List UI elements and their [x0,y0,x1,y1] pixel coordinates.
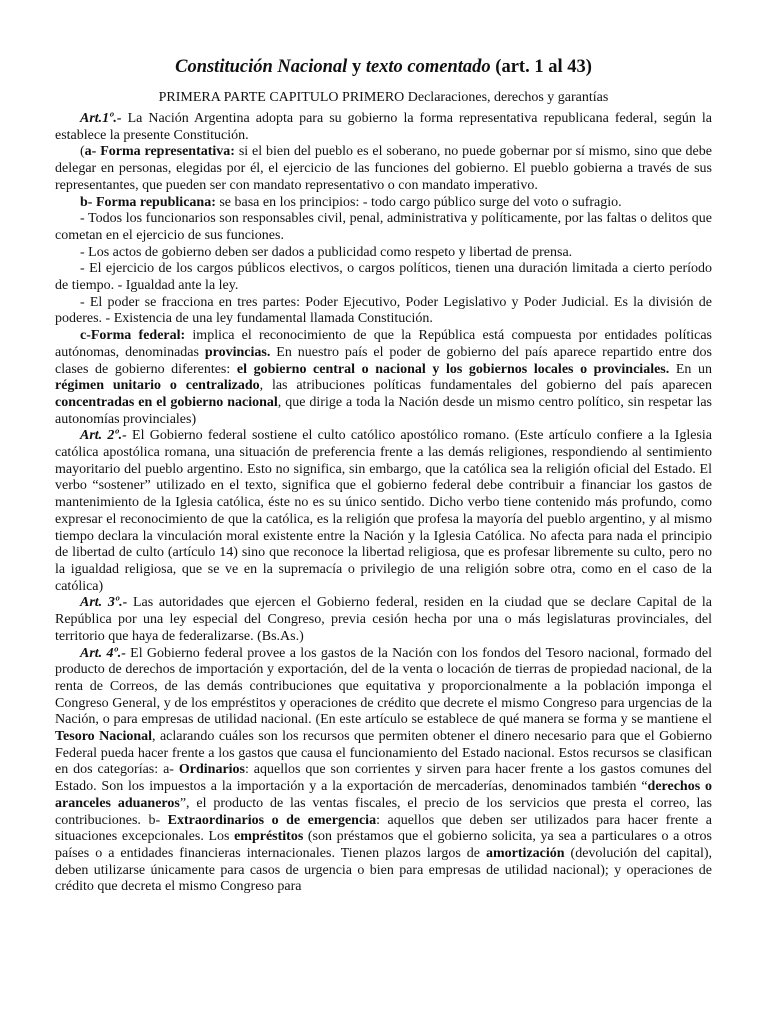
title-part-4: (art. 1 al 43) [490,57,592,77]
title-part-2: y [347,57,366,77]
article-4-label: Art. 4º.- [80,645,126,661]
federal-form-text-4: , las atribuciones políticas fundamentales del gobierno del país aparecen [259,378,712,394]
federal-form-text-5: , que dirige a toda la Nación desde un mismo centro político, sin respetar las autonomías provinciales) [55,394,712,427]
article-4-text-6: (son préstamos que el gobierno solicita, ya sea a particulares o a otros países o a entidades financieras internacionales. Tienen plazos largos de [55,829,712,861]
article-4-text-3: : aquellos que son corrientes y sirven para hacer frente a los gastos comunes del Estado. Son los impuestos a la importación y a la exportación de mercaderías, denominados también “ [55,762,712,795]
article-1-paragraph [55,111,712,144]
republican-principle-publicity: - Los actos de gobierno deben ser dados a publicidad como respeto y libertad de prensa. [80,244,573,260]
article-3-paragraph [55,595,712,645]
article-1-label: Art.1º.- [80,111,122,126]
article-4-text-2: , aclarando cuáles son los recursos que permiten obtener el dinero necesario para que el Gobierno Federal pueda hacer frente a los gastos que causa el funcionamiento del Estado nacional. Estos recursos se clasifican en dos categorías: a- [55,729,712,778]
article-4-text-1: El Gobierno federal provee a los gastos de la Nación con los fondos del Tesoro nacional, formado del producto de derechos de importación y exportación, del de la venta o locación de tierras de propiedad nacional, de la renta de Correos, de las demás contribuciones que equitativa y proporcionalmente a la población imponga el Congreso General, y de los empréstitos y operaciones de crédito que decrete el mismo Congreso para urgencias de la Nación, o para empresas de utilidad nacional. (En este artículo se establece de qué manera se forma y se mantiene el [55,645,712,728]
article-2-paragraph [55,428,712,595]
republican-form-label: b- Forma republicana: [80,194,216,210]
title-part-1: Constitución Nacional [175,57,348,77]
title-part-3: texto comentado [365,57,491,77]
article-2-text: El Gobierno federal sostiene el culto católico apostólico romano. (Este artículo confiere a la Iglesia católica apostólica romana, una situación de preferencia frente a las demás religiones, respondiendo al sentimiento mayoritario del pueblo argentino. Esto no significa, sin embargo, que la católica sea la religión oficial del Estado. El verbo “sostener” utilizado en el texto, significa que el gobierno federal debe contribuir a financiar los gastos de mantenimiento de la Iglesia católica, éste no es su único sentido. Dicho verbo tiene contenido más profundo, como expresar el reconocimiento de que la católica, es la religión que profesa la mayoría del pueblo argentino, y al mismo tiempo declara la vinculación moral existente entre la Nación y la Iglesia Católica. No afecta para nada el principio de libertad de culto (artículo 14) sino que reconoce la libertad religiosa, que es profesar libremente su culto, pero no la igualdad religiosa, que se ve en la supremacía o privilegio de una religión sobre otra, como en el caso de la católica) [55,428,712,594]
federal-form-bold-1: provincias. [204,344,271,360]
federal-form-bold-2: el gobierno central o nacional y los gobiernos locales o provinciales. [236,361,670,377]
federal-form-paragraph [55,328,712,428]
article-4-paragraph [55,646,712,897]
federal-form-bold-3: régimen unitario o centralizado [55,378,260,394]
article-4-text-5: : aquellos que deben ser utilizados para hacer frente a situaciones excepcionales. Los [55,812,712,845]
federal-form-text-1: implica el reconocimiento de que la República está compuesta por entidades políticas autónomas, denominadas [55,328,712,360]
representative-form-label: a- Forma representativa: [84,144,235,160]
republican-form-paragraph [55,195,712,212]
article-1-text: La Nación Argentina adopta para su gobierno la forma representativa republicana federal, según la establece la presente Constitución. [55,111,712,143]
article-4-bold-1: Tesoro Nacional [55,729,153,745]
federal-form-text-2: En nuestro país el poder de gobierno del país aparece repartido entre dos clases de gobierno diferentes: [55,344,712,377]
federal-form-bold-4: concentradas en el gobierno nacional [55,394,278,410]
republican-principle-responsibility: - Todos los funcionarios son responsables civil, penal, administrativa y políticamente, por las faltas o delitos que cometan en el ejercicio de sus funciones. [55,211,712,243]
federal-form-text-3: En un [669,361,712,377]
federal-form-label: c-Forma federal: [80,328,186,344]
republican-form-text: se basa en los principios: - todo cargo público surge del voto o sufragio. [215,194,622,210]
representative-form-text: si el bien del pueblo es el soberano, no puede gobernar por sí mismo, sino que debe delegar en personas, elegidas por él, el ejercicio de las funciones del gobierno. El pueblo gobierna a través de sus representantes, que pueden ser con mandato representativo o con mandato imperativo. [55,144,712,193]
article-4-text-4: ”, el producto de las ventas fiscales, el precio de los servicios que presta el correo, las contribuciones. b- [55,795,713,828]
article-3-label: Art. 3º.- [80,595,128,611]
document-subtitle: PRIMERA PARTE CAPITULO PRIMERO Declaraciones, derechos y garantías [158,90,609,105]
republican-principle-duration: - El ejercicio de los cargos públicos electivos, o cargos políticos, tienen una duración limitada a cierto período de tiempo. - Igualdad ante la ley. [55,261,712,294]
document-title [55,56,712,78]
article-4-bold-4: Extraordinarios o de emergencia [167,812,377,828]
representative-form-prefix: ( [80,144,85,160]
article-2-label: Art. 2º.- [80,428,127,444]
article-4-bold-3: derechos o aranceles aduaneros [55,779,712,811]
republican-principle-division: - El poder se fracciona en tres partes: Poder Ejecutivo, Poder Legislativo y Poder Judicial. Es la división de poderes. - Existencia de una ley fundamental llamada Constitución. [55,294,712,327]
article-4-bold-2: Ordinarios [178,762,245,778]
article-4-bold-6: amortización [486,845,565,861]
article-3-text: Las autoridades que ejercen el Gobierno federal, residen en la ciudad que se declare Capital de la República por una ley especial del Congreso, previa cesión hecha por una o más legislaturas provinciales, del territorio que haya de federalizarse. (Bs.As.) [55,595,712,644]
representative-form-paragraph [55,144,712,194]
article-4-bold-5: empréstitos [234,829,304,845]
article-4-text-7: (devolución del capital), deben utilizarse únicamente para casos de urgencia o bien para empresas de utilidad nacional); y operaciones de crédito que decreta el mismo Congreso para [55,845,712,895]
